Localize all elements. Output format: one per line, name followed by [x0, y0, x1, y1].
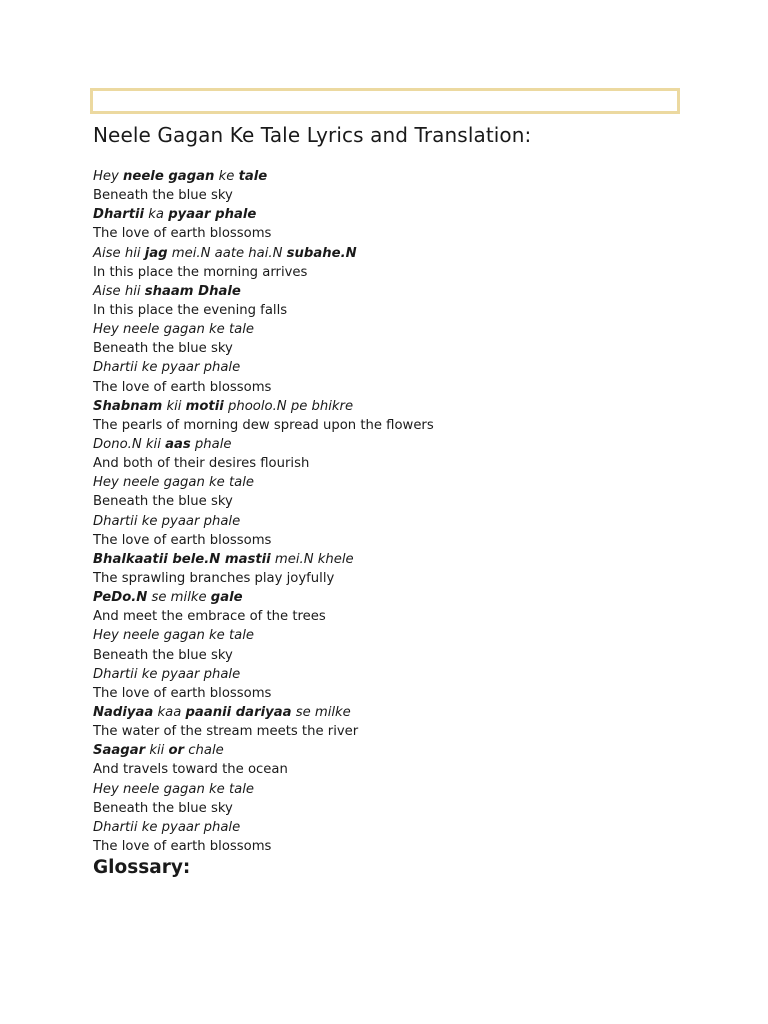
lyric-segment: Aise hii: [93, 245, 145, 261]
english-translation-line: Beneath the blue sky: [93, 647, 233, 663]
english-translation-line: Beneath the blue sky: [93, 800, 233, 816]
lyric-segment: Aise hii: [93, 283, 145, 299]
lyric-segment: phoolo.N pe bhikre: [223, 398, 354, 414]
glossary-heading: Glossary:: [93, 857, 191, 878]
hindi-lyric-line: [93, 320, 713, 339]
hindi-lyric-line: [93, 282, 713, 301]
lyric-segment: Hey: [93, 169, 124, 184]
lyric-segment: mei.N khele: [270, 551, 354, 567]
hindi-lyric-line: [93, 205, 713, 224]
lyric-bold-segment: PeDo.N: [93, 590, 148, 606]
hindi-lyric-line: [93, 358, 713, 377]
english-translation-line: And meet the embrace of the trees: [93, 609, 326, 625]
hindi-lyric-line: [93, 397, 713, 416]
lyric-segment: Hey neele gagan ke tale: [93, 628, 255, 644]
hindi-lyric-line: [93, 588, 713, 607]
hindi-lyric-line: [93, 741, 713, 760]
lyric-segment: Hey neele gagan ke tale: [93, 475, 255, 491]
lyric-bold-segment: paanii dariyaa: [185, 704, 292, 720]
hindi-lyric-line: [93, 435, 713, 454]
hindi-lyric-line: [93, 626, 713, 645]
lyric-segment: Hey neele gagan ke tale: [93, 322, 255, 338]
lyric-segment: Dhartii ke pyaar phale: [93, 819, 241, 835]
lyric-segment: chale: [184, 743, 224, 759]
lyric-bold-segment: aas: [165, 436, 191, 452]
lyric-bold-segment: pyaar phale: [168, 207, 257, 223]
english-translation-line: In this place the morning arrives: [93, 264, 308, 280]
hindi-lyric-line: [93, 703, 713, 722]
lyric-bold-segment: jag: [144, 245, 168, 261]
english-translation-line: Beneath the blue sky: [93, 188, 233, 204]
hindi-lyric-line: [93, 780, 713, 799]
lyric-segment: ka: [144, 207, 169, 223]
english-translation-line: Beneath the blue sky: [93, 341, 233, 357]
english-translation-line: The love of earth blossoms: [93, 685, 272, 701]
english-translation-line: The love of earth blossoms: [93, 838, 272, 854]
lyric-segment: Dono.N kii: [93, 436, 166, 452]
english-translation-line: In this place the evening falls: [93, 302, 288, 318]
english-translation-line: The pearls of morning dew spread upon the flowers: [93, 417, 434, 433]
english-translation-line: The love of earth blossoms: [93, 226, 272, 242]
lyric-segment: Dhartii ke pyaar phale: [93, 666, 241, 682]
page-title: Neele Gagan Ke Tale Lyrics and Translation:: [93, 123, 532, 147]
lyric-segment: kii: [162, 398, 186, 414]
lyric-segment: mei.N aate hai.N: [167, 245, 287, 261]
english-translation-line: Beneath the blue sky: [93, 494, 233, 510]
lyric-bold-segment: tale: [238, 169, 268, 184]
hindi-lyric-line: [93, 167, 713, 186]
lyric-segment: Dhartii ke pyaar phale: [93, 360, 241, 376]
lyric-bold-segment: neele gagan: [123, 169, 215, 184]
hindi-lyric-line: [93, 550, 713, 569]
lyric-bold-segment: gale: [210, 590, 243, 606]
hindi-lyric-line: [93, 818, 713, 837]
hindi-lyric-line: [93, 512, 713, 531]
lyric-bold-segment: subahe.N: [286, 245, 357, 261]
lyric-segment: Dhartii ke pyaar phale: [93, 513, 241, 529]
lyrics-body: [93, 167, 713, 856]
lyric-segment: se milke: [291, 704, 351, 720]
empty-text-box: [90, 88, 680, 114]
lyric-segment: Hey neele gagan ke tale: [93, 781, 255, 797]
hindi-lyric-line: [93, 244, 713, 263]
lyric-segment: phale: [190, 436, 232, 452]
english-translation-line: And travels toward the ocean: [93, 762, 288, 778]
english-translation-line: The love of earth blossoms: [93, 379, 272, 395]
english-translation-line: The water of the stream meets the river: [93, 724, 359, 740]
lyric-bold-segment: Dhartii: [93, 207, 145, 223]
lyric-segment: kii: [145, 743, 169, 759]
english-translation-line: The love of earth blossoms: [93, 532, 272, 548]
hindi-lyric-line: [93, 665, 713, 684]
lyric-bold-segment: motii: [185, 398, 224, 414]
lyric-bold-segment: Nadiyaa: [93, 704, 154, 720]
lyric-bold-segment: shaam Dhale: [144, 283, 241, 299]
lyric-segment: kaa: [153, 704, 186, 720]
lyric-bold-segment: Shabnam: [93, 398, 163, 414]
lyric-segment: se milke: [147, 590, 211, 606]
lyric-bold-segment: Saagar: [93, 743, 146, 759]
hindi-lyric-line: [93, 473, 713, 492]
lyric-segment: ke: [214, 169, 239, 184]
lyric-bold-segment: Bhalkaatii bele.N mastii: [93, 551, 271, 567]
english-translation-line: And both of their desires flourish: [93, 456, 310, 472]
lyric-bold-segment: or: [168, 743, 185, 759]
english-translation-line: The sprawling branches play joyfully: [93, 570, 335, 586]
